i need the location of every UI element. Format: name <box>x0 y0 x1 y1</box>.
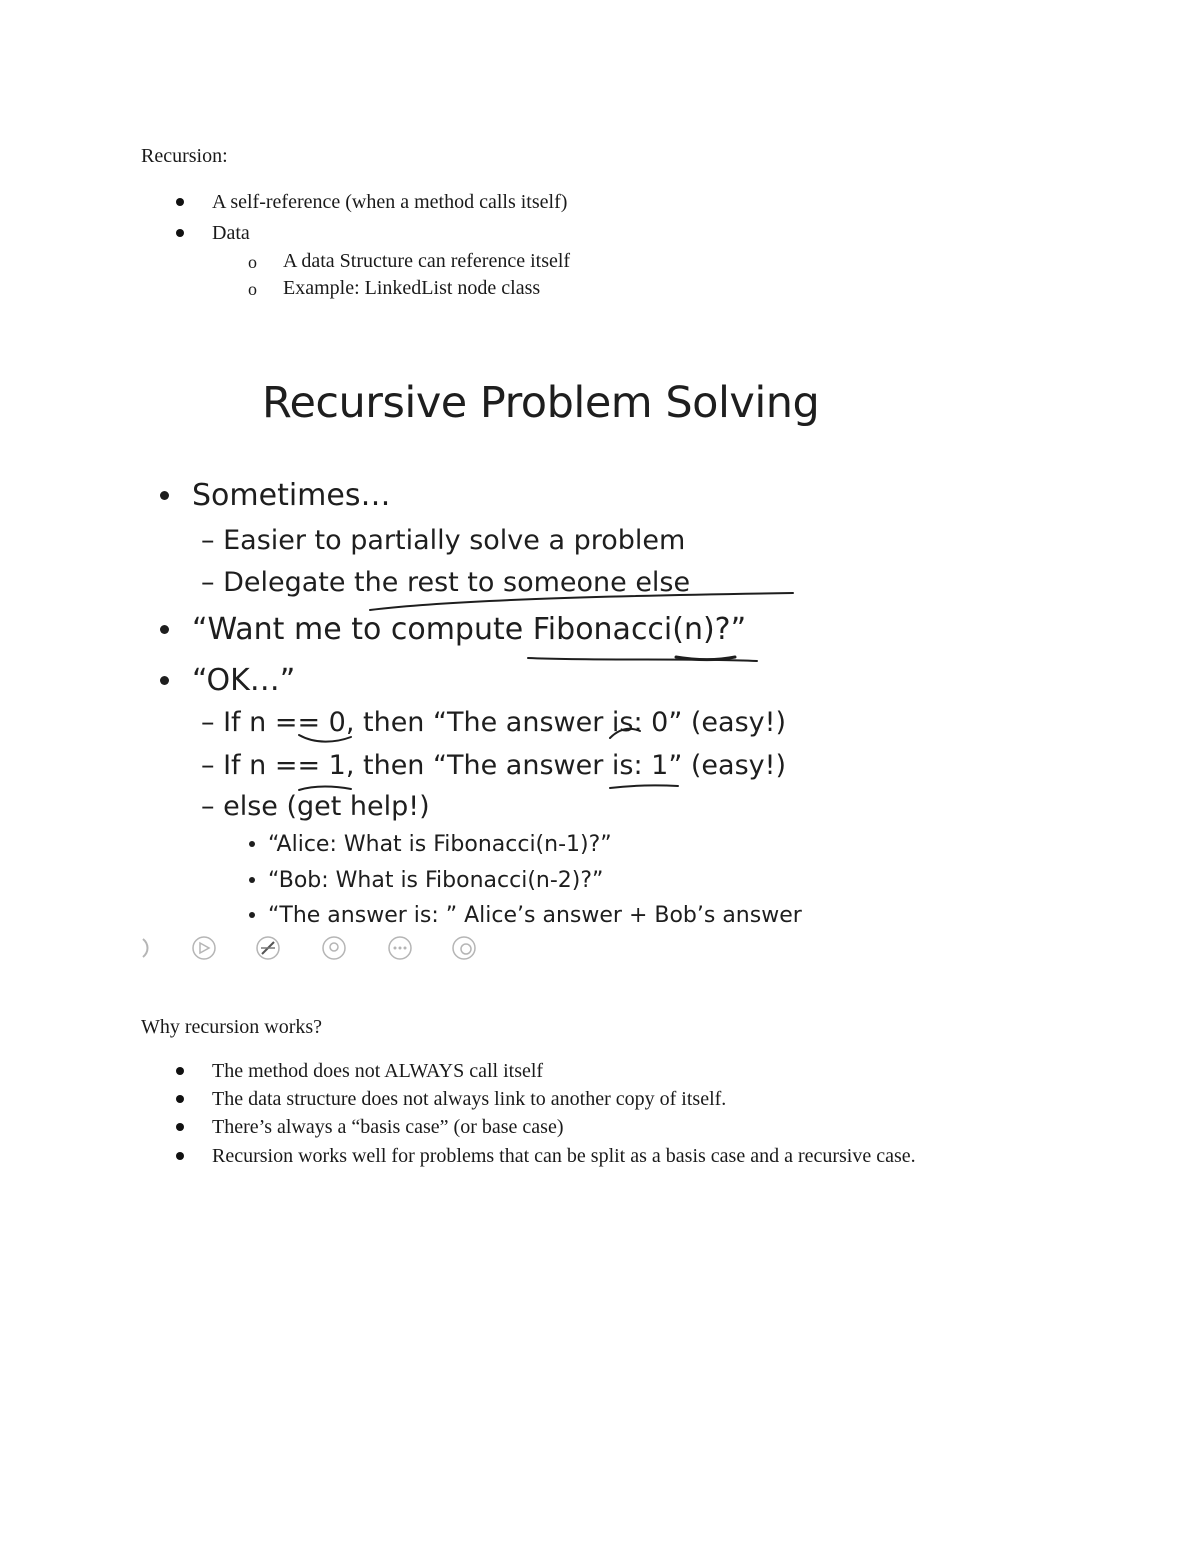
slide-dash-n0: – If n == 0, then “The answer is: 0” (easy!) <box>201 707 786 738</box>
bullet-dot <box>176 229 184 237</box>
bullet-dot <box>176 198 184 206</box>
slide-dash-else: – else (get help!) <box>201 791 430 822</box>
slide-sub-answer: “The answer is: ” Alice’s answer + Bob’s answer <box>268 903 802 928</box>
slide-bullet-ok: “OK…” <box>192 663 296 698</box>
slide-sub-bullet-dot <box>249 912 255 918</box>
slide-dash-easier: – Easier to partially solve a problem <box>201 525 686 556</box>
list-item-text: A self-reference (when a method calls itself) <box>212 191 568 213</box>
slide-sub-bullet-dot <box>249 841 255 847</box>
more-icon[interactable] <box>389 937 411 959</box>
list-item-text: Recursion works well for problems that can be split as a basis case and a recursive case. <box>212 1145 916 1167</box>
pointer-icon[interactable] <box>453 937 475 959</box>
bullet-dot <box>176 1095 184 1103</box>
slide-dash-delegate: – Delegate the rest to someone else <box>201 567 691 598</box>
slide-bullet-sometimes: Sometimes… <box>192 478 391 513</box>
slide-bullet-dot <box>160 676 169 685</box>
list-item-text: The data structure does not always link to another copy of itself. <box>212 1088 727 1110</box>
slide-sub-bob: “Bob: What is Fibonacci(n-2)?” <box>268 868 604 893</box>
list-item-text: The method does not ALWAYS call itself <box>212 1060 544 1082</box>
bullet-dot <box>176 1152 184 1160</box>
slide-control-bar <box>135 933 495 963</box>
slide-title: Recursive Problem Solving <box>262 378 820 428</box>
sub-list-item-text: Example: LinkedList node class <box>283 277 541 299</box>
bullet-dot <box>176 1067 184 1075</box>
section-heading-why: Why recursion works? <box>141 1016 323 1038</box>
play-icon[interactable] <box>193 937 215 959</box>
slide-sub-alice: “Alice: What is Fibonacci(n-1)?” <box>268 832 612 857</box>
bullet-dot <box>176 1123 184 1131</box>
sub-bullet-marker: o <box>248 252 257 272</box>
sub-list-item-text: A data Structure can reference itself <box>283 250 571 272</box>
list-item-text: There’s always a “basis case” (or base case) <box>212 1116 564 1138</box>
previous-icon[interactable] <box>143 939 148 957</box>
slide-bullet-dot <box>160 491 169 500</box>
slide-dash-n1: – If n == 1, then “The answer is: 1” (easy!) <box>201 750 786 781</box>
slide-sub-bullet-dot <box>249 877 255 883</box>
slide-bullet-fibonacci: “Want me to compute Fibonacci(n)?” <box>192 612 747 647</box>
list-item-text: Data <box>212 222 250 244</box>
pen-icon[interactable] <box>257 937 279 959</box>
sub-bullet-marker: o <box>248 279 257 299</box>
slide-bullet-dot <box>160 625 169 634</box>
section-heading-recursion: Recursion: <box>141 145 228 167</box>
zoom-icon[interactable] <box>323 937 345 959</box>
